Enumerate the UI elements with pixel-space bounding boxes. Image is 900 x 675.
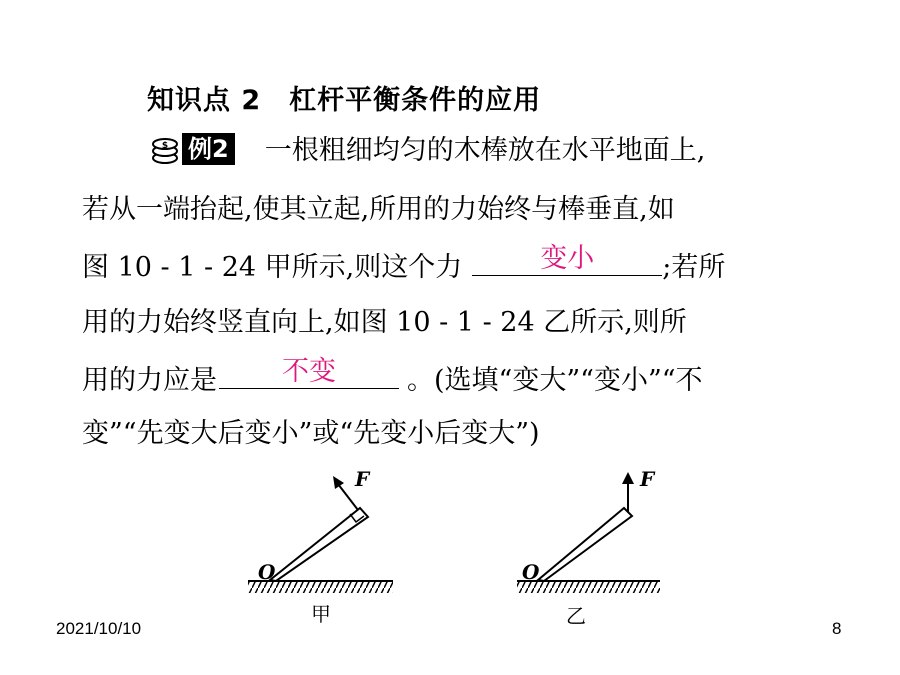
caption-left: 甲 — [311, 602, 331, 626]
example-line-2: 若从一端抬起,使其立起,所用的力始终与棒垂直,如 — [82, 194, 675, 225]
pivot-label-left: O — [258, 560, 276, 584]
example-text-line-5a: 用的力应是 — [82, 365, 217, 396]
force-label-right: F — [640, 467, 655, 491]
figure-left — [248, 467, 393, 626]
svg-text:$: $ — [161, 141, 169, 151]
pivot-label-right: O — [522, 560, 540, 584]
arrow-head-left-icon — [333, 476, 344, 489]
lever-rod-right — [538, 508, 632, 581]
example-line-4: 用的力始终竖直向上,如图 10 - 1 - 24 乙所示,则所 — [82, 307, 687, 338]
example-label: 例2 — [182, 133, 235, 165]
section-title: 杠杆平衡条件的应用 — [289, 85, 542, 116]
figure-right — [517, 467, 660, 628]
example-text-line-3a: 图 10 - 1 - 24 甲所示,则这个力 — [82, 252, 463, 283]
arrow-head-right-icon — [622, 472, 634, 484]
footer-date: 2021/10/10 — [56, 619, 142, 638]
example-text-line-3b: ;若所 — [662, 252, 726, 283]
section-number: 知识点 2 — [147, 85, 262, 116]
example-line-6: 变”“先变大后变小”或“先变小后变大”) — [82, 418, 540, 449]
page-number: 8 — [832, 619, 842, 638]
answer-2: 不变 — [282, 356, 336, 387]
caption-right: 乙 — [566, 604, 586, 628]
example-text-line-1: 一根粗细均匀的木棒放在水平地面上, — [264, 135, 706, 166]
force-label-left: F — [355, 467, 370, 491]
answer-1: 变小 — [540, 243, 595, 274]
example-text-line-5b: 。(选填“变大”“变小”“不 — [407, 365, 703, 396]
